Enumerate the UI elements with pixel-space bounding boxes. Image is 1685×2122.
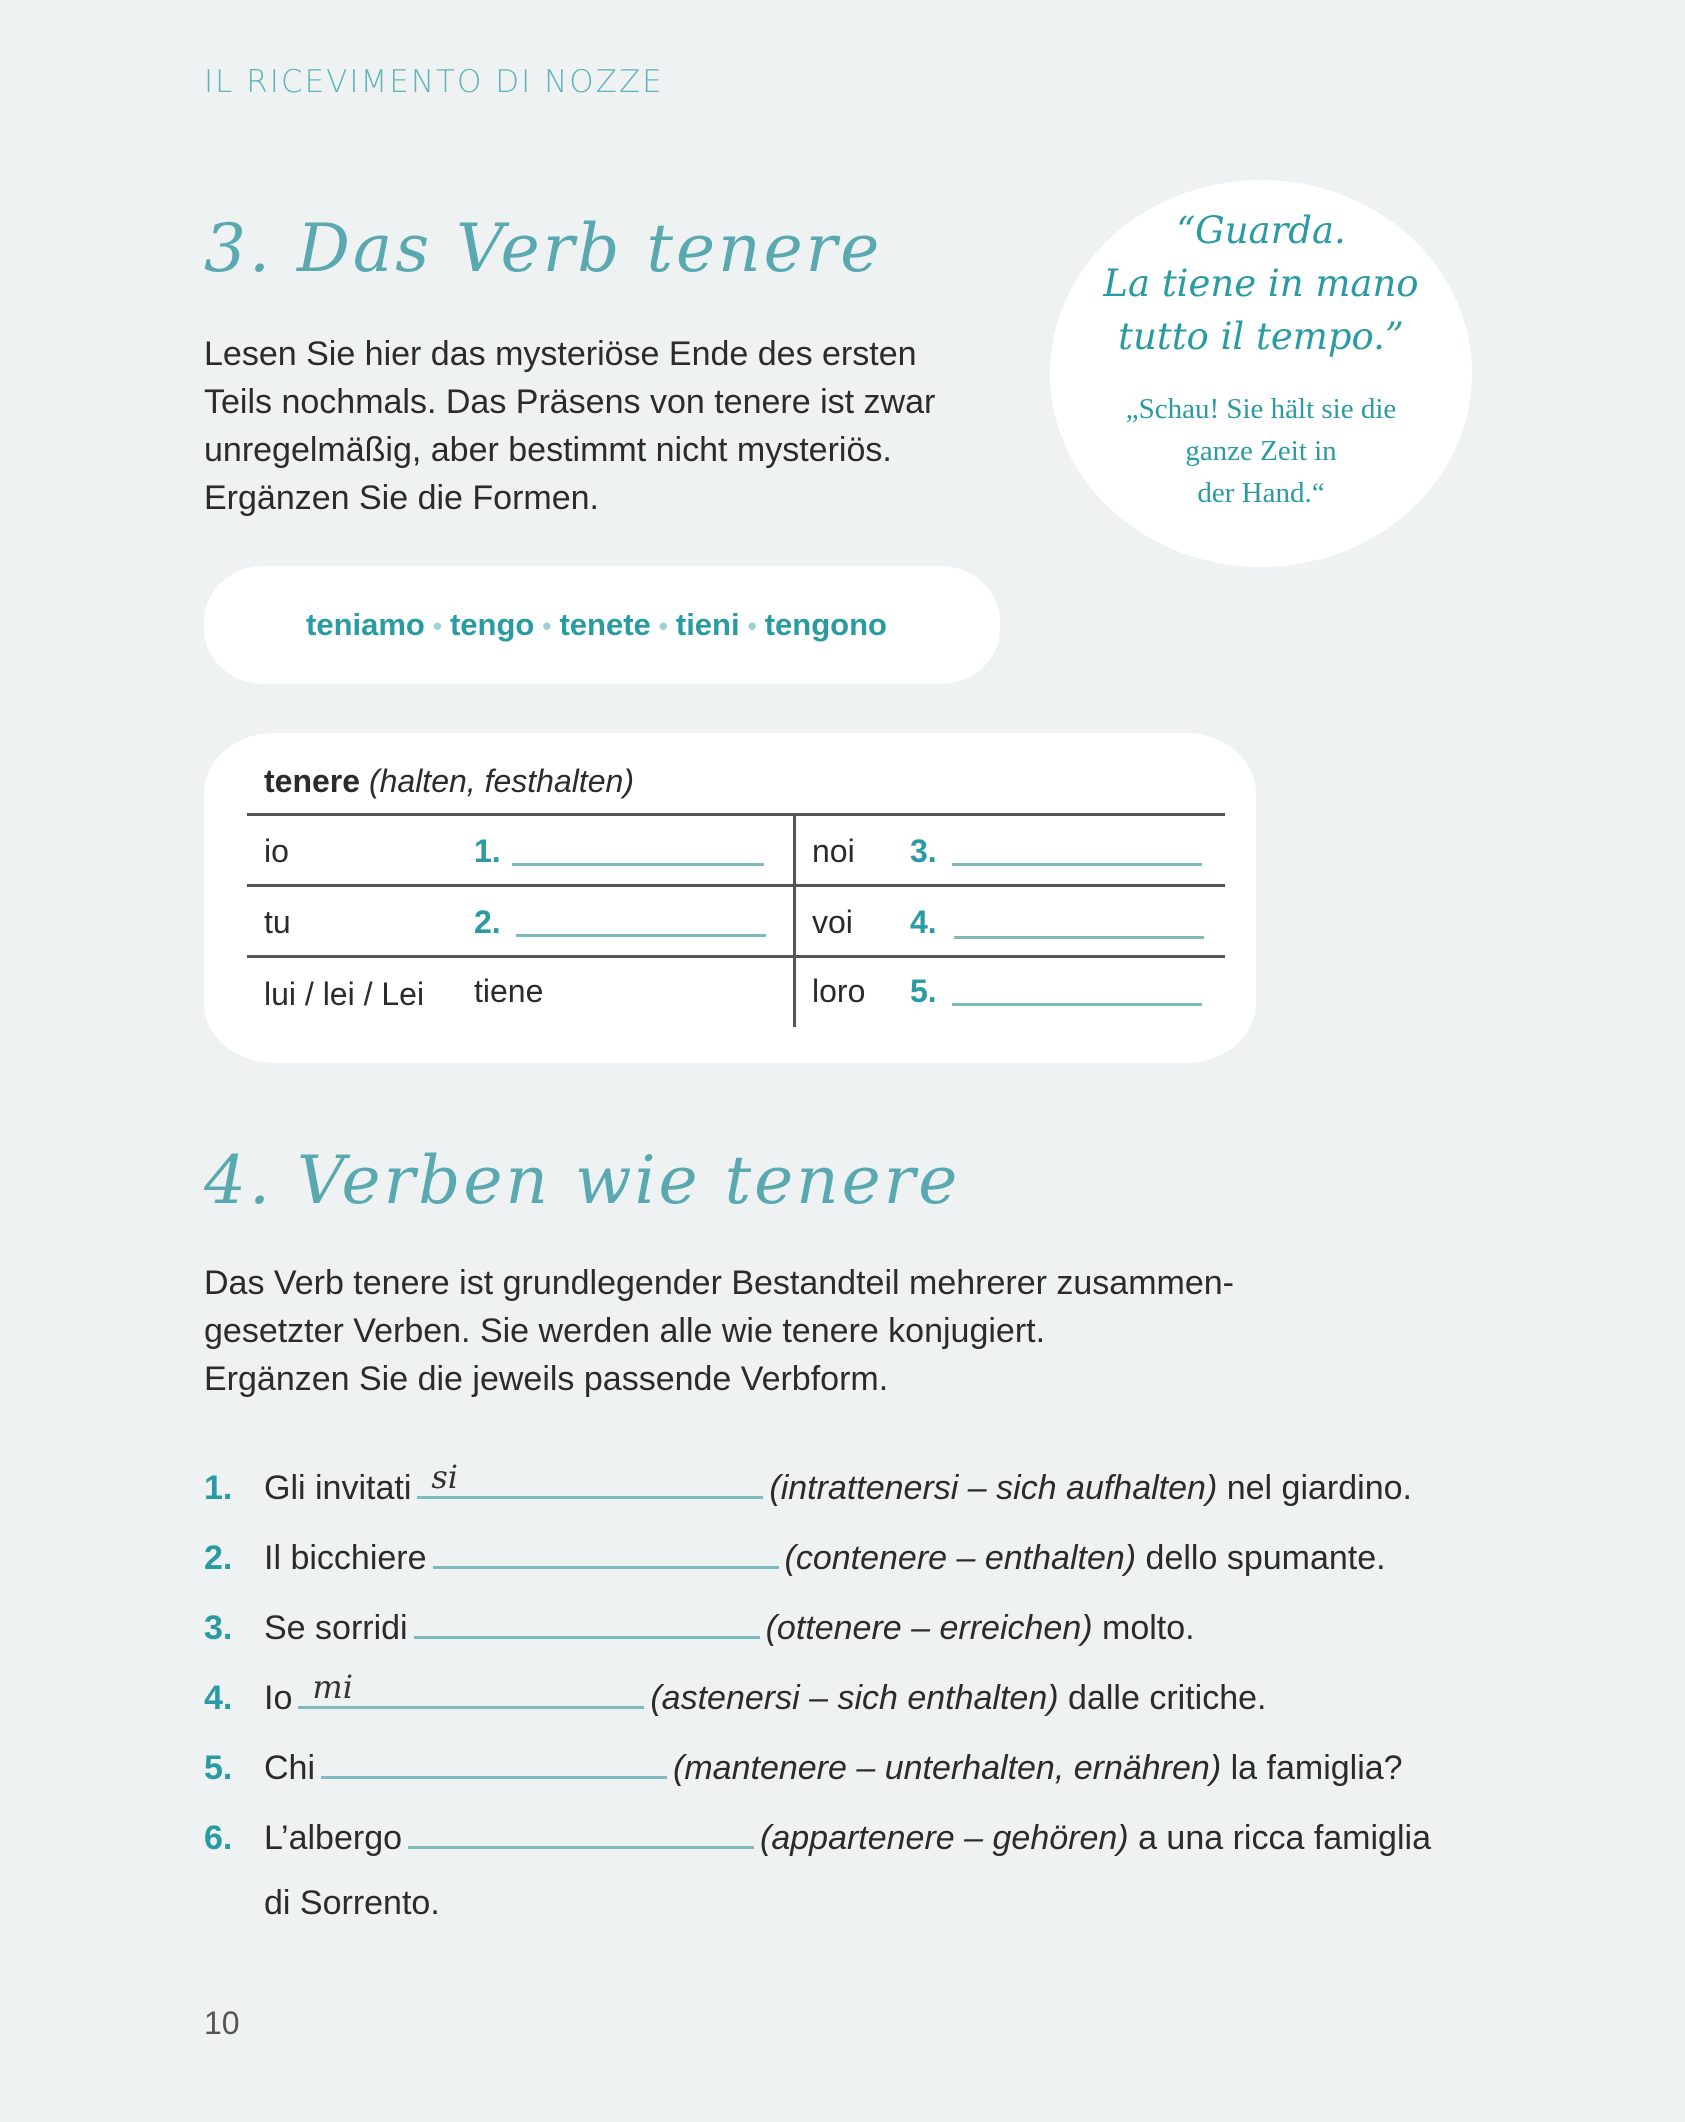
word-separator: •	[747, 611, 757, 641]
running-header: IL RICEVIMENTO DI NOZZE	[204, 64, 664, 100]
exercise-item	[204, 1604, 1195, 1648]
exercise-hint: (intrattenersi – sich aufhalten)	[769, 1469, 1218, 1507]
exercise-item	[204, 1668, 1267, 1718]
table-rule	[247, 884, 1225, 887]
word-bank-words	[306, 607, 887, 643]
pronoun-voi: voi	[812, 904, 853, 940]
conjugation-table	[204, 733, 1256, 1063]
conjugation-verb: tenere	[264, 763, 361, 799]
answer-blank-2[interactable]	[516, 934, 766, 937]
exercise-text: L’albergo	[264, 1819, 403, 1857]
section-3-title: 3. Das Verb tenere	[204, 210, 883, 287]
exercise-hint: (ottenere – erreichen)	[765, 1609, 1093, 1647]
exercise-blank[interactable]	[408, 1814, 754, 1849]
exercise-blank[interactable]	[414, 1604, 760, 1639]
answer-blank-3[interactable]	[952, 863, 1202, 866]
pronoun-noi: noi	[812, 833, 855, 869]
intro-line: Ergänzen Sie die Formen.	[204, 479, 599, 517]
pronoun-loro: loro	[812, 973, 866, 1009]
table-divider	[793, 815, 796, 1027]
word-separator: •	[658, 611, 668, 641]
word-bank-word: tengono	[764, 607, 887, 642]
exercise-hint: (appartenere – gehören)	[760, 1819, 1129, 1857]
given-form: tiene	[474, 973, 544, 1009]
answer-blank-5[interactable]	[952, 1003, 1202, 1006]
intro-line: gesetzter Verben. Sie werden alle wie tenere konjugiert.	[204, 1312, 1046, 1350]
word-separator: •	[432, 611, 442, 641]
blank-number: 3.	[910, 833, 937, 869]
exercise-number: 1.	[204, 1469, 233, 1507]
exercise-number: 6.	[204, 1819, 233, 1857]
pronoun-tu: tu	[264, 904, 291, 940]
section-4-intro	[204, 1259, 1234, 1403]
exercise-text: nel giardino.	[1226, 1469, 1412, 1507]
quote-german-line: „Schau! Sie hält sie die	[1125, 393, 1397, 425]
exercise-item	[204, 1744, 1403, 1788]
exercise-number: 4.	[204, 1679, 233, 1717]
blank-number: 1.	[474, 833, 501, 869]
exercise-text: molto.	[1102, 1609, 1195, 1647]
intro-line: Teils nochmals. Das Präsens von tenere ist zwar	[204, 383, 936, 421]
exercise-hint: (contenere – enthalten)	[784, 1539, 1137, 1577]
exercise-number: 3.	[204, 1609, 233, 1647]
exercise-text: la famiglia?	[1230, 1749, 1403, 1787]
handwritten-answer: mi	[312, 1668, 353, 1706]
section-4-title: 4. Verben wie tenere	[204, 1142, 961, 1219]
conjugation-title	[264, 763, 634, 800]
exercise-item	[204, 1534, 1386, 1578]
blank-number: 2.	[474, 904, 501, 940]
quote-bubble	[1050, 180, 1472, 567]
exercise-blank[interactable]	[433, 1534, 779, 1569]
exercise-hint: (mantenere – unterhalten, ernähren)	[673, 1749, 1222, 1787]
word-bank	[204, 566, 1000, 684]
exercise-blank[interactable]	[321, 1744, 667, 1779]
word-bank-word: tieni	[675, 607, 740, 642]
exercise-text: Il bicchiere	[264, 1539, 427, 1577]
word-bank-word: tengo	[449, 607, 535, 642]
blank-number: 5.	[910, 973, 937, 1009]
word-bank-word: teniamo	[306, 607, 425, 642]
table-rule	[247, 813, 1225, 816]
pronoun-lui-lei: lui / lei / Lei	[264, 976, 425, 1012]
exercise-blank[interactable]	[417, 1458, 763, 1499]
exercise-text: Gli invitati	[264, 1469, 412, 1507]
answer-blank-4[interactable]	[954, 936, 1204, 939]
word-separator: •	[542, 611, 552, 641]
intro-line: unregelmäßig, aber bestimmt nicht mysteriös.	[204, 431, 892, 469]
quote-italian	[1050, 204, 1472, 363]
section-3-intro	[204, 330, 935, 522]
word-bank-word: tenete	[559, 607, 651, 642]
exercise-continuation: di Sorrento.	[264, 1884, 440, 1922]
conjugation-translation: (halten, festhalten)	[368, 763, 634, 799]
intro-line: Lesen Sie hier das mysteriöse Ende des ersten	[204, 335, 917, 373]
exercise-text: Io	[264, 1679, 293, 1717]
quote-italian-line: tutto il tempo.”	[1118, 315, 1404, 358]
exercise-blank[interactable]	[298, 1668, 644, 1709]
intro-line: Ergänzen Sie die jeweils passende Verbform.	[204, 1360, 889, 1398]
exercise-hint: (astenersi – sich enthalten)	[650, 1679, 1059, 1717]
quote-italian-line: La tiene in mano	[1103, 262, 1419, 305]
quote-german-line: ganze Zeit in	[1185, 435, 1337, 467]
answer-blank-1[interactable]	[512, 863, 764, 866]
blank-number: 4.	[910, 904, 937, 940]
quote-german-line: der Hand.“	[1197, 477, 1325, 509]
exercise-item	[204, 1458, 1412, 1508]
handwritten-answer: si	[431, 1458, 459, 1496]
exercise-item	[204, 1814, 1431, 1858]
intro-line: Das Verb tenere ist grundlegender Bestandteil mehrerer zusammen-	[204, 1264, 1234, 1302]
exercise-text: a una ricca famiglia	[1138, 1819, 1431, 1857]
exercise-text: Se sorridi	[264, 1609, 408, 1647]
pronoun-io: io	[264, 833, 289, 869]
table-rule	[247, 955, 1225, 958]
exercise-text: Chi	[264, 1749, 316, 1787]
quote-german	[1050, 388, 1472, 514]
exercise-number: 2.	[204, 1539, 233, 1577]
exercise-text: dalle critiche.	[1068, 1679, 1267, 1717]
page-number: 10	[204, 2005, 240, 2041]
exercise-text: dello spumante.	[1145, 1539, 1386, 1577]
quote-italian-line: “Guarda.	[1176, 209, 1346, 252]
exercise-number: 5.	[204, 1749, 233, 1787]
